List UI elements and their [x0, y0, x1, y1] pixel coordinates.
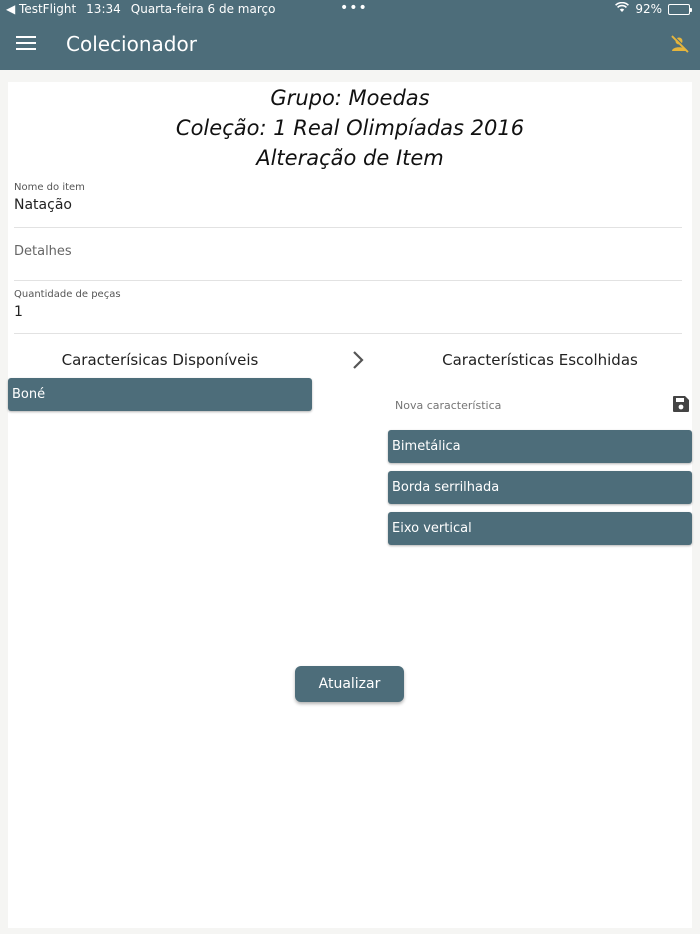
available-features-title: Caracterísicas Disponíveis	[61, 351, 259, 369]
chosen-features-title: Características Escolhidas	[442, 351, 638, 369]
hamburger-menu-icon[interactable]	[16, 36, 36, 52]
wifi-icon	[615, 2, 629, 16]
chosen-feature-item[interactable]: Borda serrilhada	[388, 471, 692, 504]
multitask-dots[interactable]: •••	[340, 0, 368, 16]
back-to-app-link[interactable]: ◀ TestFlight	[6, 2, 77, 16]
new-feature-input[interactable]	[395, 395, 655, 415]
page-title: Alteração de Item	[256, 146, 444, 170]
group-title: Grupo: Moedas	[270, 86, 430, 110]
quantity-value[interactable]: 1	[14, 304, 23, 320]
chosen-feature-item[interactable]: Eixo vertical	[388, 512, 692, 545]
save-icon[interactable]	[672, 395, 690, 413]
status-date: Quarta-feira 6 de março	[130, 2, 276, 16]
app-title: Colecionador	[66, 32, 197, 56]
collection-title: Coleção: 1 Real Olimpíadas 2016	[175, 116, 525, 140]
status-bar	[0, 0, 700, 20]
item-name-label: Nome do item	[14, 182, 85, 193]
chosen-feature-item[interactable]: Bimetálica	[388, 430, 692, 463]
user-off-icon[interactable]	[670, 34, 690, 54]
chevron-right-icon[interactable]	[350, 350, 366, 370]
battery-percent: 92%	[635, 2, 662, 16]
details-field[interactable]	[14, 244, 682, 281]
update-button[interactable]: Atualizar	[295, 666, 404, 702]
app-bar	[0, 0, 700, 70]
quantity-label: Quantidade de peças	[14, 289, 121, 300]
item-name-field[interactable]	[14, 182, 682, 228]
available-feature-item[interactable]: Boné	[8, 378, 312, 411]
battery-icon	[668, 4, 690, 15]
details-placeholder[interactable]: Detalhes	[14, 244, 72, 259]
item-name-value[interactable]: Natação	[14, 197, 72, 213]
status-time: 13:34	[86, 2, 121, 16]
quantity-field[interactable]	[14, 289, 682, 334]
